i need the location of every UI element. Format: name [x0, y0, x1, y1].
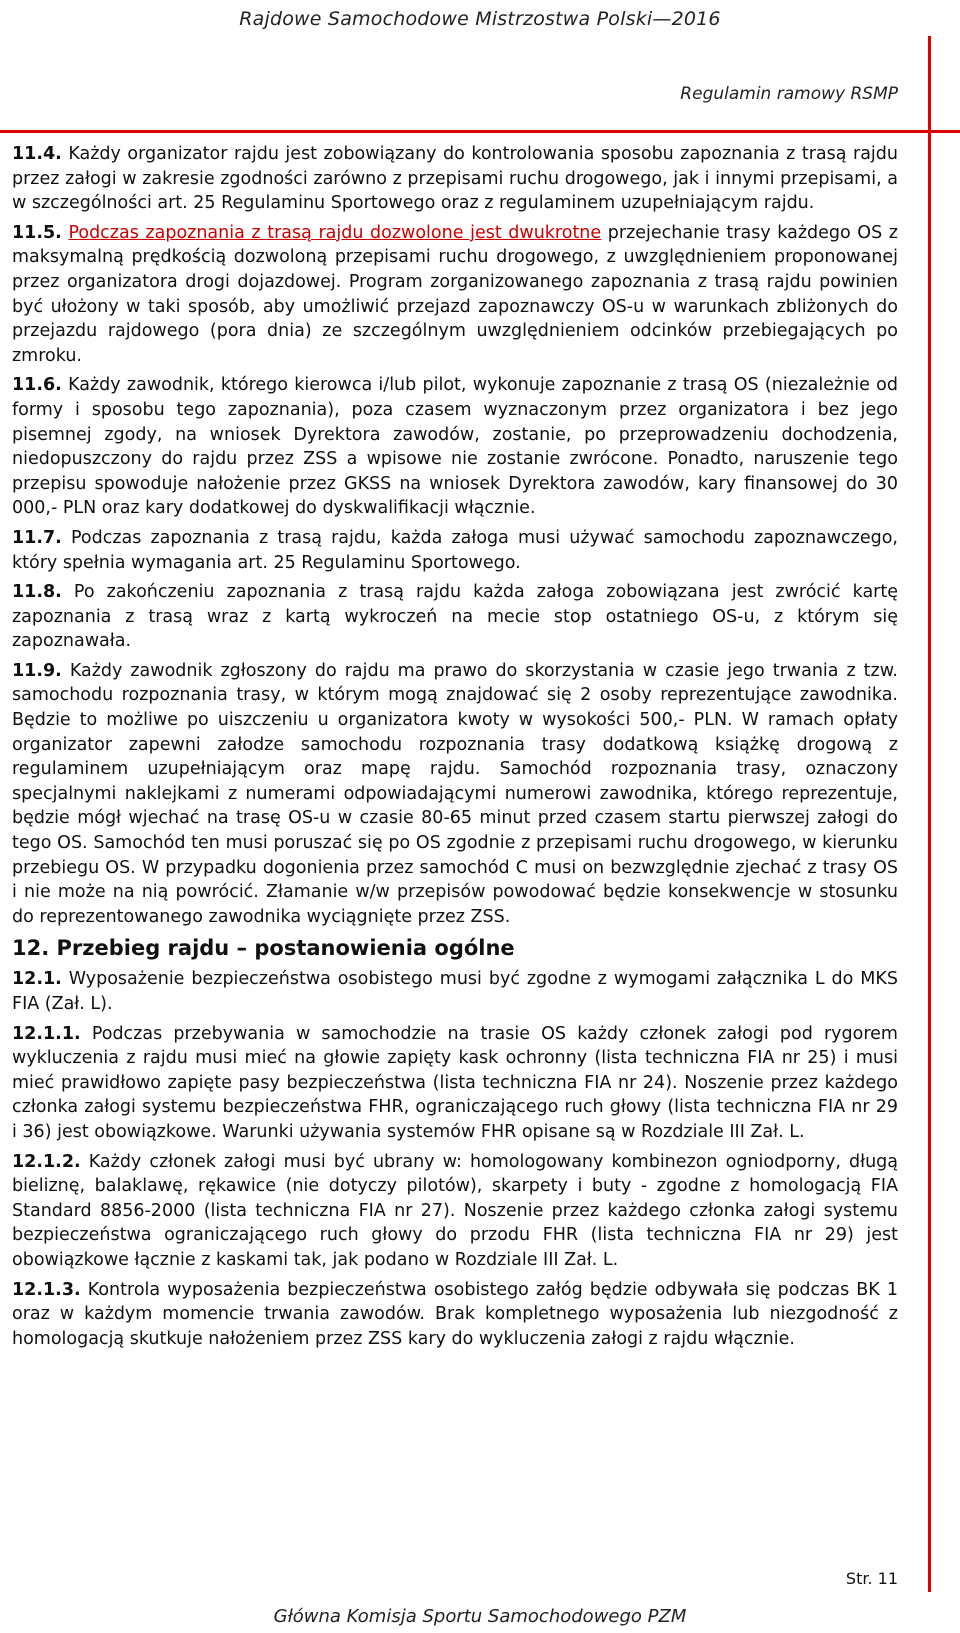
- paragraph-11-4: [12, 142, 898, 216]
- red-vertical-rule: [928, 36, 931, 1592]
- document-header-title: Rajdowe Samochodowe Mistrzostwa Polski—2016: [239, 8, 721, 30]
- paragraph-text: Po zakończeniu zapoznania z trasą rajdu każda załoga zobowiązana jest zwrócić kartę zapoznania z trasą wraz z kartą wykroczeń na mecie stop ostatniego OS-u, z którym się zapoznawała.: [12, 582, 898, 652]
- paragraph-text: Każdy organizator rajdu jest zobowiązany do kontrolowania sposobu zapoznania z trasą rajdu przez załogi w zakresie zgodności zarówno z przepisami ruchu drogowego, jak i innymi przepisami, a w szczególności art. 25 Regulaminu Sportowego oraz z regulaminem uzupełniającym rajdu.: [12, 144, 898, 214]
- paragraph-number: 12.1.2.: [12, 1151, 81, 1172]
- paragraph-12-1-3: [12, 1278, 898, 1352]
- paragraph-text: Wyposażenie bezpieczeństwa osobistego musi być zgodne z wymogami załącznika L do MKS FIA (Zał. L).: [12, 969, 898, 1014]
- paragraph-number: 12.1.: [12, 969, 62, 990]
- paragraph-11-7: [12, 526, 898, 575]
- paragraph-text: Kontrola wyposażenia bezpieczeństwa osobistego załóg będzie odbywała się podczas BK 1 oraz w każdym momencie trwania zawodów. Brak kompletnego wyposażenia lub niezgodność z homologacją skutkuje nałożeniem przez ZSS kary do wykluczenia załogi z rajdu włącznie.: [12, 1279, 898, 1349]
- paragraph-number: 11.5.: [12, 222, 62, 243]
- paragraph-text: Każdy członek załogi musi być ubrany w: homologowany kombinezon ogniodporny, długą bieliznę, balaklawę, rękawice (nie dotyczy pilotów), skarpety i buty - zgodne z homologacją FIA Standard 8856-2000 (lista techniczna FIA nr 27). Noszenie przez każdego członka załogi systemu bezpieczeństwa ograniczającego ruch głowy do przodu FHR (lista techniczna FIA nr 29) jest obowiązkowe łącznie z kaskami tak, jak podano w Rozdziale III Zał. L.: [12, 1151, 898, 1270]
- paragraph-number: 11.9.: [12, 660, 62, 681]
- paragraph-12-1-1: [12, 1022, 898, 1145]
- paragraph-11-9: [12, 659, 898, 930]
- paragraph-number: 11.8.: [12, 582, 62, 603]
- paragraph-text: Podczas przebywania w samochodzie na trasie OS każdy członek załogi pod rygorem wykluczenia z rajdu musi mieć na głowie zapięty kask ochronny (lista techniczna FIA nr 25) i musi mieć prawidłowo zapięte pasy bezpieczeństwa (lista techniczna FIA nr 24). Noszenie przez każdego członka załogi systemu bezpieczeństwa FHR, ograniczającego ruch głowy (lista techniczna FIA nr 29 i 36) jest obowiązkowe. Warunki używania systemów FHR opisane są w Rozdziale III Zał. L.: [12, 1023, 898, 1142]
- document-footer: Główna Komisja Sportu Samochodowego PZM: [273, 1606, 687, 1627]
- paragraph-text: Każdy zawodnik zgłoszony do rajdu ma prawo do skorzystania w czasie jego trwania z tzw. samochodu rozpoznania trasy, w którym mogą znajdować się 2 osoby reprezentujące zawodnika. Będzie to możliwe po uiszczeniu u organizatora kwoty w wysokości 500,- PLN. W ramach opłaty organizator zapewni załodze samochodu rozpoznania trasy dodatkową książkę drogową z regulaminem uzupełniającym oraz mapę rajdu. Samochód rozpoznania trasy, oznaczony specjalnymi naklejkami z numerami odpowiadającymi numerowi zawodnika, którego reprezentuje, będzie mógł wjechać na trasę OS-u w czasie 80-65 minut przed czasem startu pierwszej załogi do tego OS. Samochód ten musi poruszać się po OS zgodnie z przepisami ruchu drogowego, w kierunku przebiegu OS. W przypadku dogonienia przez samochód C musi on bezwzględnie zjechać z trasy OS i nie może na nią powrócić. Złamanie w/w przepisów powodować będzie konsekwencje w stosunku do reprezentowanego zawodnika wyciągnięte przez ZSS.: [12, 660, 898, 927]
- paragraph-number: 12.1.3.: [12, 1279, 81, 1300]
- paragraph-12-1: [12, 967, 898, 1016]
- paragraph-number: 11.7.: [12, 527, 62, 548]
- paragraph-11-6: [12, 373, 898, 521]
- document-body: [12, 142, 898, 1356]
- highlighted-text: Podczas zapoznania z trasą rajdu dozwolone jest dwukrotne: [68, 222, 602, 243]
- paragraph-number: 11.6.: [12, 375, 62, 396]
- paragraph-text: Podczas zapoznania z trasą rajdu, każda załoga musi używać samochodu zapoznawczego, który spełnia wymagania art. 25 Regulaminu Sportowego.: [12, 527, 898, 573]
- paragraph-11-8: [12, 580, 898, 654]
- red-horizontal-rule: [0, 130, 960, 133]
- page-number: Str. 11: [845, 1569, 898, 1588]
- paragraph-number: 12.1.1.: [12, 1023, 81, 1044]
- paragraph-text: Każdy zawodnik, którego kierowca i/lub pilot, wykonuje zapoznanie z trasą OS (niezależnie od formy i sposobu tego zapoznania), poza czasem wyznaczonym przez organizatora i bez jego pisemnej zgody, na wniosek Dyrektora zawodów, zostanie, po przeprowadzeniu dochodzenia, niedopuszczony do rajdu przez ZSS a wpisowe nie zostanie zwrócone. Ponadto, naruszenie tego przepisu spowoduje nałożenie przez GKSS na wniosek Dyrektora zawodów, kary finansowej do 30 000,- PLN oraz kary dodatkowej do dyskwalifikacji włącznie.: [12, 375, 898, 519]
- section-heading: 12. Przebieg rajdu – postanowienia ogólne: [12, 936, 515, 961]
- paragraph-11-5: [12, 221, 898, 369]
- paragraph-number: 11.4.: [12, 144, 62, 164]
- paragraph-12-1-2: [12, 1150, 898, 1273]
- document-header-subtitle: Regulamin ramowy RSMP: [680, 84, 898, 104]
- paragraph-text: przejechanie trasy każdego OS z maksymalną prędkością dozwoloną przepisami ruchu drogowego, z uwzględnieniem proponowanej przez organizatora drogi dojazdowej. Program zorganizowanego zapoznania z trasą rajdu powinien być ułożony w taki sposób, aby umożliwić przejazd zapoznawczy OS-u w warunkach zbliżonych do przejazdu rajdowego (pora dnia) ze szczególnym uwzględnieniem odcinków przebiegających po zmroku.: [12, 222, 898, 366]
